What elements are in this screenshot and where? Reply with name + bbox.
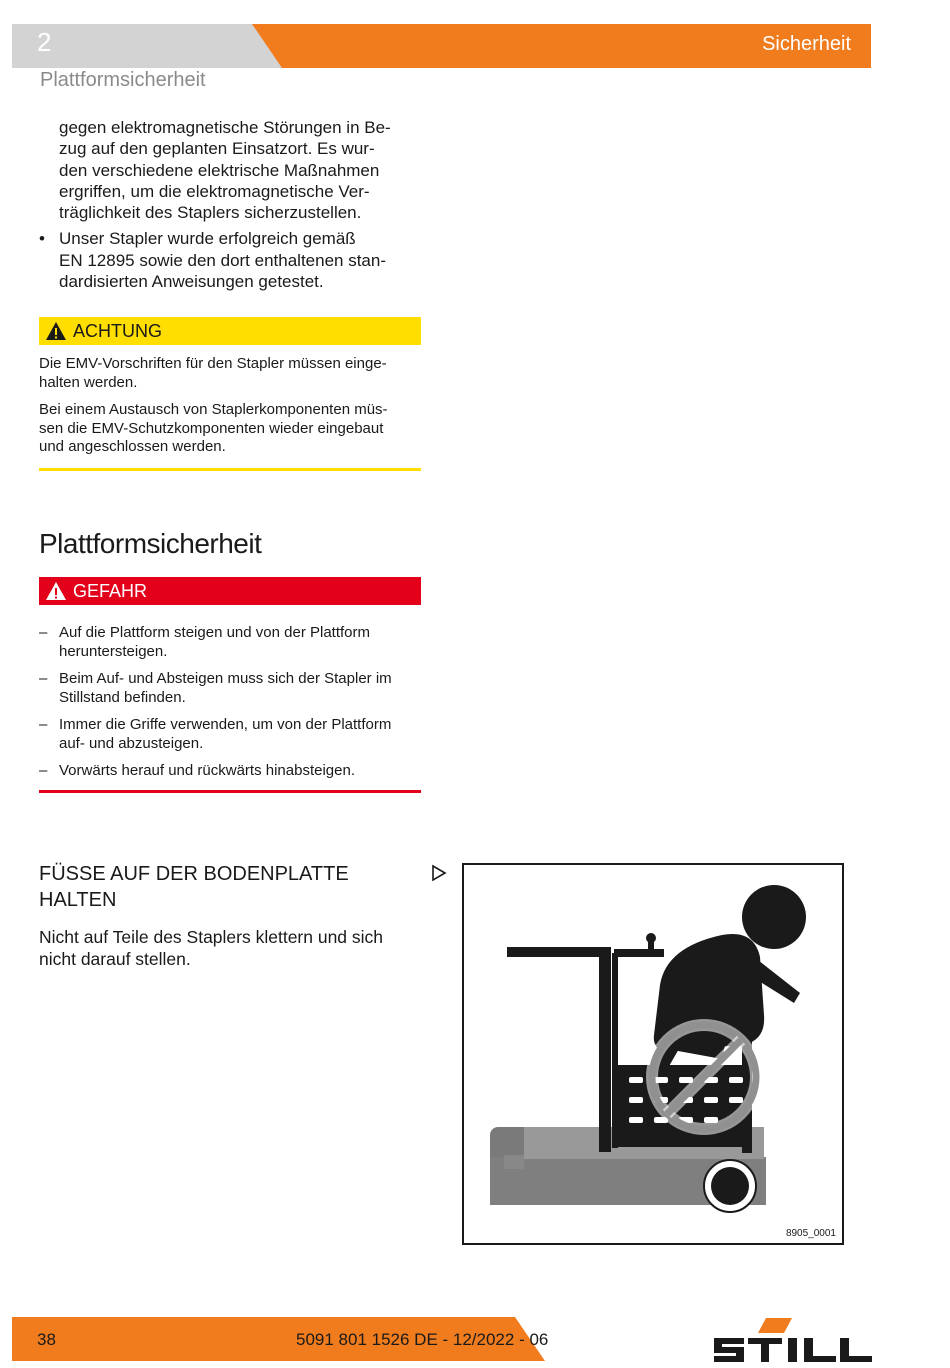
list-item [39,762,421,781]
text-line: sen die EMV-Schutzkomponenten wieder eingebaut [39,419,384,437]
text-line: und angeschlossen werden. [39,438,226,455]
caution-label: ACHTUNG [73,320,162,341]
danger-list [39,624,421,781]
body-text [39,926,421,970]
bullet-item [39,228,421,292]
person-head [742,885,806,949]
page-number: 38 [37,1330,56,1349]
text-line: Beim Auf- und Absteigen muss sich der Stapler im [59,670,392,687]
danger-end-rule [39,790,421,793]
text-line: Immer die Griffe verwenden, um von der Plattform [59,716,392,733]
dash-marker: – [39,670,48,687]
warning-triangle-icon [45,581,67,601]
list-item [39,624,421,661]
caution-notice [39,317,421,471]
text-line: den verschiedene elektrische Maßnahmen [59,160,380,180]
dash-marker: – [39,716,48,733]
text-line: zug auf den geplanten Einsatzort. Es wur- [59,139,375,159]
warning-triangle-icon [45,321,67,341]
wheel-icon [711,1167,749,1205]
text-line: ergriffen, um die elektromagnetische Ver- [59,181,370,201]
logo-accent [758,1318,792,1333]
section-heading: Plattformsicherheit [39,528,262,559]
dash-marker: – [39,762,48,779]
heading-line: FÜSSE AUF DER BODENPLATTE [39,863,349,885]
caution-bar [39,317,421,345]
figure-reference-arrow-icon [431,864,447,882]
text-line: EN 12895 sowie den dort enthaltenen stan- [59,250,387,270]
text-line: Stillstand befinden. [59,688,186,706]
text-line: dardisierten Anweisungen getestet. [59,272,324,292]
list-item [39,670,421,707]
text-line: Nicht auf Teile des Staplers klettern und sich [39,927,384,947]
intro-block [39,117,421,292]
danger-label: GEFAHR [73,580,148,601]
caution-end-rule [39,468,421,471]
illustration-frame [462,863,844,1245]
caution-paragraph-1 [39,355,421,392]
section-title: Sicherheit [762,33,851,55]
document-id: 5091 801 1526 DE - 12/2022 - 06 [296,1330,549,1349]
caution-paragraph-2 [39,401,421,457]
text-line: heruntersteigen. [59,642,168,660]
no-climbing-illustration [464,865,842,1243]
console-top [507,947,609,957]
figure-id: 8905_0001 [785,1228,836,1239]
text-line: Die EMV-Vorschriften für den Stapler müssen einge- [39,355,387,372]
text-line: träglichkeit des Staplers sicherzustellen. [59,203,362,223]
text-line: Vorwärts herauf und rückwärts hinabsteigen. [59,762,355,779]
text-line: nicht darauf stellen. [39,949,191,969]
chapter-number: 2 [37,27,52,57]
text-line: gegen elektromagnetische Störungen in Be- [59,118,391,137]
danger-bar [39,577,421,605]
heading-line: HALTEN [39,888,117,911]
running-title: Plattformsicherheit [40,69,206,91]
dash-marker: – [39,624,48,641]
text-line: Bei einem Austausch von Staplerkomponenten müs- [39,401,388,418]
text-line: Auf die Plattform steigen und von der Plattform [59,624,370,641]
danger-notice [39,577,421,793]
list-item [39,716,421,753]
text-line: halten werden. [39,373,138,391]
text-line: auf- und abzusteigen. [59,734,204,752]
continued-paragraph [39,117,421,223]
text-line: Unser Stapler wurde erfolgreich gemäß [59,229,356,249]
bullet-marker: • [39,229,45,249]
subsection-heading [39,862,399,913]
console-post [599,947,611,1152]
still-logo [710,1318,874,1364]
